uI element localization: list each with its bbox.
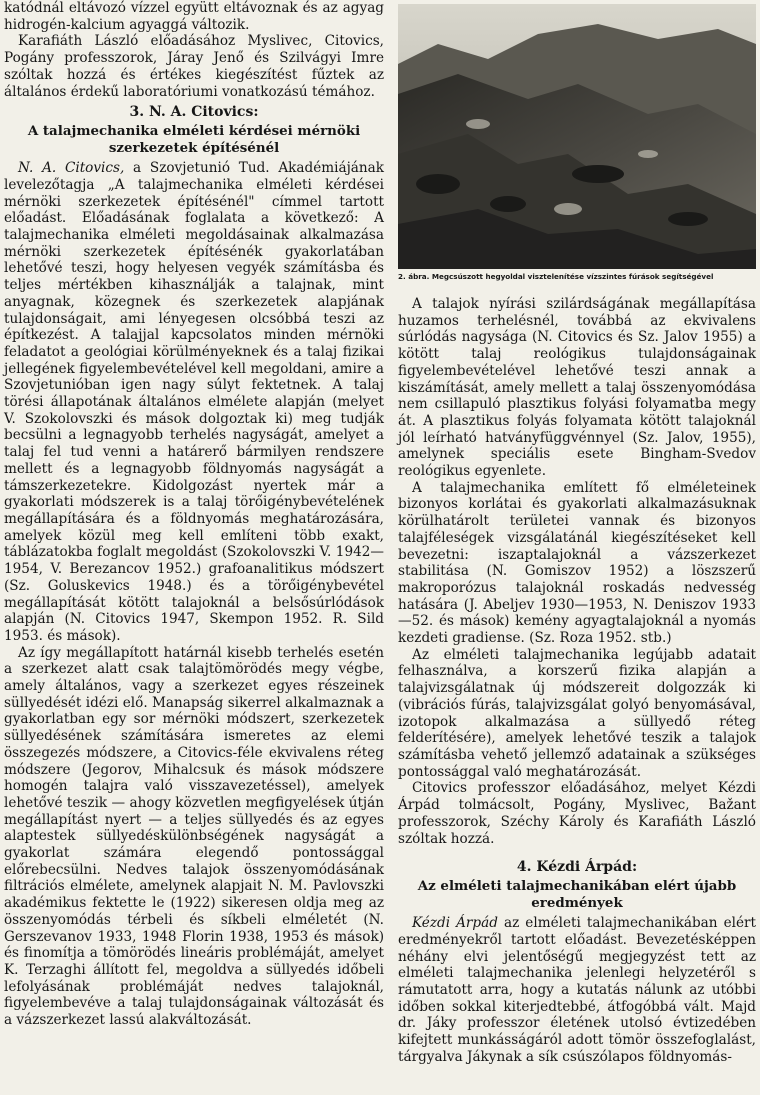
- right-column-text: [398, 296, 756, 1066]
- section-4-title: Az elméleti talajmechanikában elért újabb eredmények: [417, 878, 737, 911]
- section-3-title: A talajmechanika elméleti kérdései mérnöki szerkezetek építésénél: [27, 123, 361, 156]
- paragraph-discussion: Karafiáth László előadásához Myslivec, Citovics, Pogány professzorok, Járay Jenő és Szilvágyi Imre szóltak hozzá és értékes kiegészítést fűztek az általános érdekű laboratóriumi vonatkozású témához.: [4, 33, 384, 100]
- section-4-heading: 4. Kézdi Árpád:: [516, 859, 638, 876]
- paragraph-text: az elméleti talajmechanikában elért eredményekről tartott előadást. Bevezetésképpen néhány elvi jelentőségű megjegyzést tett az elméleti talajmechanika jelenlegi helyzetéről s rámutatott arra, hogy a kutatás nálunk az utóbbi időben sokkal kiterjedtebbé, átfogóbbá vált. Majd dr. Jáky professzor életének utolsó évtizedében kifejtett munkásságáról adott tömör összefoglalást, tárgyalva Jákynak a sík csúszólapos földnyomás-: [398, 915, 756, 1065]
- paragraph-text: a Szovjetunió Tud. Akadémiájának levelezőtagja „A talajmechanika elméleti kérdései mérnöki szerkezetek építésénél" címmel tartott előadást. Előadásának foglalata a következő: A talajmechanika elméleti megoldásainak alkalmazása mérnöki szerkezetek építésénék gyakorlatában lehetővé teszi, hogy helyesen vegyék számításba és teljes mértékben kihasználják a talajnak, mint anyagnak, közegnek és szerkezetek alapjának tulajdonságait, ami lényegesen olcsóbbá teszi az építkezést. A talajjal kapcsolatos minden mérnöki feladatot a geológiai körülményeknek és a talaj fizikai jellegének figyelembevételével kell megoldani, amire a Szovjetunióban igen nagy súlyt fektetnek. A talaj törési állapotának általános elmélete alapján (melyet V. Szokolovszki és mások dolgoztak ki) meg tudják becsülni a legnagyobb terhelés nagyságát, amelyet a talaj fel tud venni a határerő bármilyen rendszere mellett és a legnagyobb földnyomás nagyságát a támszerkezetekre. Kidolgozást nyertek már a gyakorlati módszerek is a talaj törőigénybevételének megállapítására és a földnyomás meghatározására, amelyek közül meg kell említeni több exakt, táblázatokba foglalt megoldást (Szokolovszki V. 1942—1954, V. Berezancov 1952.) grafoanalitikus módszert (Sz. Goluskevics 1948.) és a törőigénybevétel megállapítását kötött talajoknál a belsősúrlódások alapján (N. Citovics 1947, Skempon 1952. R. Sild 1953. és mások).: [4, 160, 384, 644]
- paragraph-settlement: Az így megállapított határnál kisebb terhelés esetén a szerkezet alatt csak talajtömörödés megy végbe, amely általános, vagy a szerkezet egyes részeinek süllyedését idézi elő. Manapság sikerrel alkalmaznak a gyakorlatban egy sor mérnöki módszert, szerkezetek süllyedésének számítására ismeretes az elemi összegezés módszere, a Citovics-féle ekvivalens réteg módszere (Jegorov, Mihalcsuk és mások módszere homogén talajra való visszavezetéssel), amelyek lehetővé teszik — ahogy közvetlen megfigyelések útján megállapítást nyert — a teljes süllyedés és az egyes alaptestek süllyedéskülönbségének nagyságát a gyakorlat számára elegendő pontossággal előrebecsülni. Nedves talajok összenyomódásának filtrációs elmélete, amelynek alapjait N. M. Pavlovszki akadémikus fektette le (1922) sikeresen oldja meg az összenyomódás térbeli és síkbeli elméletét (N. Gerszevanov 1933, 1948 Florin 1938, 1953 és mások) és finomítja a tömörödés lineáris problémáját, amelyet K. Terzaghi állított fel, megoldva a süllyedés időbeli lefolyásának problémáját nedves talajoknál, figyelembevéve a talaj tulajdonságainak változását és a vázszerkezet lassú alakváltozását.: [4, 644, 384, 1029]
- paragraph-shear-strength: A talajok nyírási szilárdságának megállapítása huzamos terhelésnél, továbbá az ekvivalens súrlódás nagysága (N. Citovics és Sz. Jalov 1955) a kötött talaj reológikus tulajdonságainak figyelembevételével lehetővé teszi annak a kiszámítását, amely mellett a talaj összenyomódása nem csillapuló plasztikus folyási folyamatba megy át. A plasztikus folyás folyamata kötött talajoknál jól leírható hatványfüggvénnyel (Sz. Jalov, 1955), amelynek speciális esete Bingham-Svedov reológikus egyenlete.: [398, 296, 756, 480]
- author-name: Kézdi Árpád: [412, 915, 498, 932]
- paragraph-new-methods: Az elméleti talajmechanika legújabb adatait felhasználva, a korszerű fizika alapján a talajvizsgálatnak új módszereit dolgozzák ki (vibrációs fúrás, talajvizsgálat golyó benyomásával, izotopok alkalmazása a süllyedő réteg felderítésére), amelyek lehetővé teszik a talajok számításba vehető jellemző adatainak a szükséges pontossággal való meghatározását.: [398, 646, 756, 780]
- paragraph-citovics-intro: [4, 160, 384, 644]
- hillside-photo-image: [398, 4, 756, 269]
- paragraph-discussion-2: Citovics professzor előadásához, melyet Kézdi Árpád tolmácsolt, Pogány, Myslivec, Bažant professzorok, Széchy Károly és Karafiáth László szóltak hozzá.: [398, 780, 756, 847]
- paragraph-kezdi-intro: [398, 915, 756, 1065]
- left-column: [4, 0, 384, 1029]
- section-3-heading: 3. N. A. Citovics:: [129, 104, 259, 121]
- figure-caption: 2. ábra. Megcsúszott hegyoldal visztelenítése vízszintes fúrások segítségével: [398, 272, 714, 281]
- paragraph-limitations: A talajmechanika említett fő elméleteinek bizonyos korlátai és gyakorlati alkalmazásuknak körülhatárolt területei vannak és bizonyos talajféleségek vizsgálatánál kiegészítéseket kell bevezetni: iszaptalajoknál a vázszerkezet stabilitása (N. Gomiszov 1952) a löszszerű makroporózus talajoknál roskadás nedvesség hatására (J. Abeljev 1930—1953, N. Deniszov 1933—52. és mások) kemény agyagtalajoknál a nyomás kezdeti gradiense. (Sz. Roza 1952. stb.): [398, 479, 756, 647]
- author-name: N. A. Citovics,: [18, 160, 125, 177]
- paragraph-continuation: katódnál eltávozó vízzel együtt eltávoznak és az agyag hidrogén-kalcium agyaggá változik.: [4, 0, 384, 33]
- figure-photo: [398, 4, 756, 269]
